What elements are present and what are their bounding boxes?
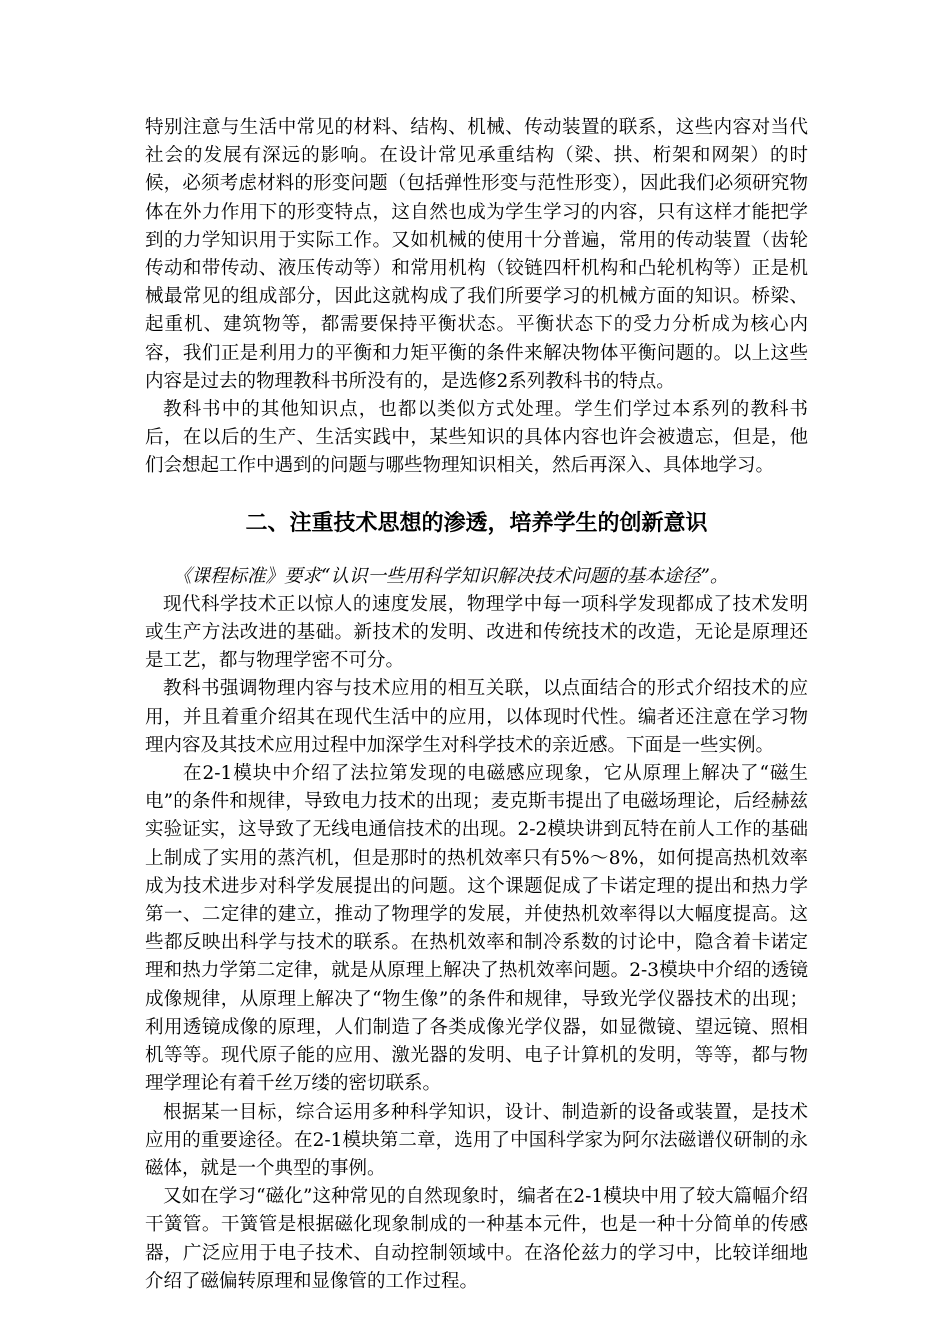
document-page <box>145 114 808 1296</box>
paragraph-materials-structures: 特别注意与生活中常见的材料、结构、机械、传动装置的联系，这些内容对当代社会的发展有深远的影响。在设计常见承重结构（梁、拱、桁架和网架）的时候，必须考虑材料的形变问题（包括弹性形变与范性形变），因此我们必须研究物体在外力作用下的形变特点，这自然也成为学生学习的内容，只有这样才能把学到的力学知识用于实际工作。又如机械的使用十分普遍，常用的传动装置（齿轮传动和带传动、液压传动等）和常用机构（铰链四杆机构和凸轮机构等）正是机械最常见的组成部分，因此这就构成了我们所要学习的机械方面的知识。桥梁、起重机、建筑物等，都需要保持平衡状态。平衡状态下的受力分析成为核心内容，我们正是利用力的平衡和力矩平衡的条件来解决物体平衡问题的。以上这些内容是过去的物理教科书所没有的，是选修2系列教科书的特点。 <box>145 117 808 392</box>
section-heading: 二、注重技术思想的渗透，培养学生的创新意识 <box>245 510 708 536</box>
paragraph-other-knowledge: 教科书中的其他知识点，也都以类似方式处理。学生们学过本系列的教科书后，在以后的生产、生活实践中，某些知识的具体内容也许会被遗忘，但是，他们会想起工作中遇到的问题与哪些物理知识相关，然后再深入、具体地学习。 <box>145 399 808 477</box>
paragraph-modern-tech: 现代科学技术正以惊人的速度发展，物理学中每一项科学发现都成了技术发明或生产方法改进的基础。新技术的发明、改进和传统技术的改造，无论是原理还是工艺，都与物理学密不可分。 <box>145 593 808 672</box>
paragraph-textbook-emphasis: 教科书强调物理内容与技术应用的相互关联，以点面结合的形式介绍技术的应用，并且着重介绍其在现代生活中的应用，以体现时代性。编者还注意在学习物理内容及其技术应用过程中加深学生对科学技术的亲近感。下面是一些实例。 <box>145 678 808 756</box>
curriculum-quote: 《课程标准》要求“认识一些用科学知识解决技术问题的基本途径”。 <box>173 565 729 587</box>
paragraph-goal-design: 根据某一目标，综合运用多种科学知识，设计、制造新的设备或装置，是技术应用的重要途径。在2-1模块第二章，选用了中国科学家为阿尔法磁谱仪研制的永磁体，就是一个典型的事例。 <box>145 1101 808 1179</box>
paragraph-examples: 在2-1模块中介绍了法拉第发现的电磁感应现象，它从原理上解决了“磁生电”的条件和规律，导致电力技术的出现；麦克斯韦提出了电磁场理论，后经赫兹实验证实，这导致了无线电通信技术的出现。2-2模块讲到瓦特在前人工作的基础上制成了实用的蒸汽机，但是那时的热机效率只有5%～8%，如何提高热机效率成为技术进步对科学发展提出的问题。这个课题促成了卡诺定理的提出和热力学第一、二定律的建立，推动了物理学的发展，并使热机效率得以大幅度提高。这些都反映出科学与技术的联系。在热机效率和制冷系数的讨论中，隐含着卡诺定理和热力学第二定律，就是从原理上解决了热机效率问题。2-3模块中介绍的透镜成像规律，从原理上解决了“物生像”的条件和规律，导致光学仪器技术的出现；利用透镜成像的原理，人们制造了各类成像光学仪器，如显微镜、望远镜、照相机等等。现代原子能的应用、激光器的发明、电子计算机的发明，等等，都与物理学理论有着千丝万缕的密切联系。 <box>145 763 808 1095</box>
paragraph-magnetization: 又如在学习“磁化”这种常见的自然现象时，编者在2-1模块中用了较大篇幅介绍干簧管。干簧管是根据磁化现象制成的一种基本元件，也是一种十分简单的传感器，广泛应用于电子技术、自动控制领域中。在洛伦兹力的学习中，比较详细地介绍了磁偏转原理和显像管的工作过程。 <box>145 1186 808 1292</box>
